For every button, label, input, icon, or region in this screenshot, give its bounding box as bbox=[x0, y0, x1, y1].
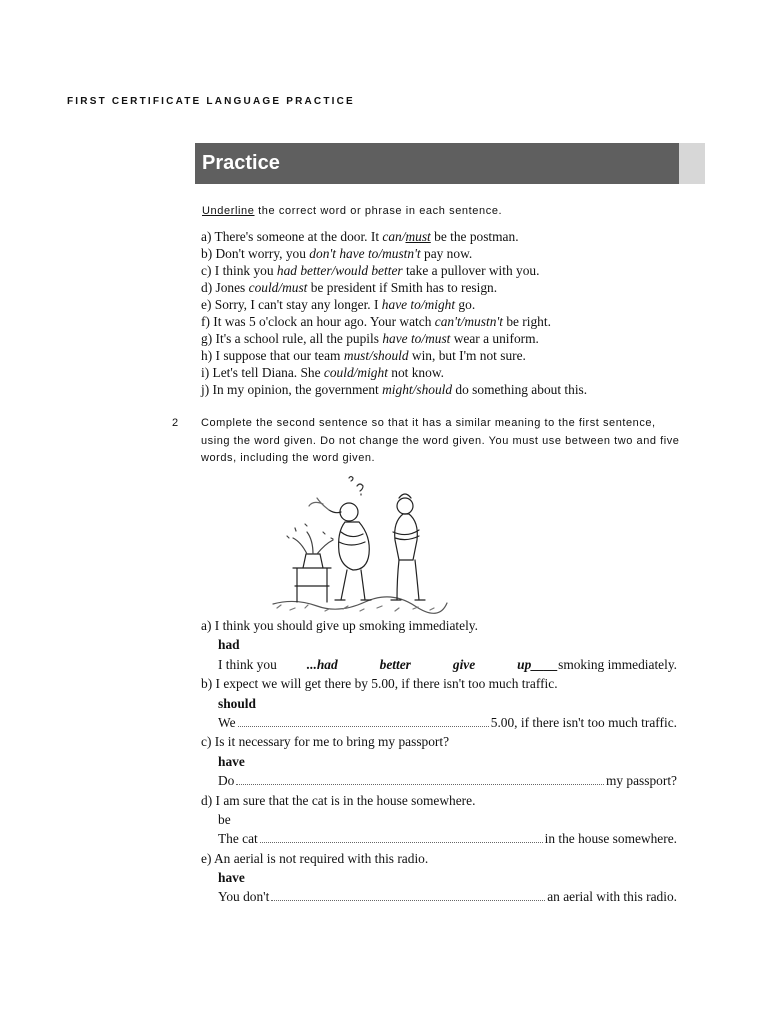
option-2: must bbox=[282, 280, 308, 295]
option-1: could/ bbox=[323, 365, 358, 380]
item-options[interactable] bbox=[382, 331, 450, 346]
item-letter: d) bbox=[201, 792, 213, 808]
item-options[interactable] bbox=[344, 348, 409, 363]
answer-end: in the house somewhere. bbox=[544, 831, 677, 847]
banner-title: Practice bbox=[202, 152, 280, 174]
answer-end: 5.00, if there isn't too much traffic. bbox=[490, 714, 677, 730]
exercise2-instruction: Complete the second sentence so that it has a similar meaning to the first sentence, using the word given. Do not change the word given. You must use between two and five words, including the word given. bbox=[201, 417, 680, 464]
item-text: Sorry, I can't stay any longer. I bbox=[214, 297, 382, 312]
exercise1-item bbox=[201, 313, 671, 330]
answer-start: I think you bbox=[218, 656, 277, 672]
key-word: have bbox=[218, 870, 245, 886]
sentence-text: I expect we will get there by 5.00, if there isn't too much traffic. bbox=[215, 676, 558, 692]
item-text-after: go. bbox=[455, 297, 476, 312]
item-text-after: wear a uniform. bbox=[450, 331, 539, 346]
option-1: must/ bbox=[343, 348, 373, 363]
item-text: It's a school rule, all the pupils bbox=[215, 331, 383, 346]
exercise1-item bbox=[201, 245, 671, 262]
exercise2-item bbox=[201, 791, 677, 849]
sentence-text: I am sure that the cat is in the house somewhere. bbox=[215, 792, 476, 808]
item-text: It was 5 o'clock an hour ago. Your watch bbox=[213, 314, 435, 329]
option-2: might bbox=[424, 297, 456, 312]
exercise2-item bbox=[201, 616, 677, 674]
item-letter: a) bbox=[201, 618, 212, 633]
item-options[interactable] bbox=[249, 280, 308, 295]
item-sentence bbox=[201, 674, 677, 693]
item-letter: e) bbox=[201, 297, 212, 312]
cartoon-illustration bbox=[265, 468, 450, 614]
item-letter: c) bbox=[201, 734, 212, 750]
item-options[interactable] bbox=[435, 314, 503, 329]
example-word: better bbox=[379, 656, 411, 672]
answer-end: my passport? bbox=[605, 773, 677, 789]
option-2: must bbox=[405, 229, 431, 244]
item-text-after: be the postman. bbox=[430, 229, 519, 244]
item-letter: d) bbox=[201, 280, 213, 295]
example-word: give bbox=[452, 656, 476, 672]
item-options[interactable] bbox=[309, 246, 420, 261]
item-text: Jones bbox=[215, 280, 249, 295]
instruction-underlined: Underline bbox=[202, 205, 255, 217]
key-word: have bbox=[218, 753, 245, 769]
item-text-after: be right. bbox=[502, 314, 551, 329]
answer-start: You don't bbox=[218, 889, 270, 905]
item-letter: i) bbox=[201, 365, 210, 380]
sentence-text: I think you should give up smoking immediately. bbox=[214, 618, 478, 633]
exercise2-number: 2 bbox=[172, 417, 179, 429]
instruction-rest: the correct word or phrase in each sentence. bbox=[254, 205, 503, 217]
option-1: could/ bbox=[248, 280, 283, 295]
item-text: In my opinion, the government bbox=[209, 382, 383, 397]
exercise1-item bbox=[201, 381, 671, 398]
exercise1-item bbox=[201, 228, 671, 245]
item-options[interactable] bbox=[324, 365, 388, 380]
item-sentence bbox=[201, 616, 677, 635]
exercise2-list bbox=[201, 616, 677, 907]
answer-end: smoking immediately. bbox=[558, 656, 677, 672]
item-letter: j) bbox=[201, 382, 210, 397]
answer-start: We bbox=[218, 714, 236, 730]
item-text-after: not know. bbox=[387, 365, 444, 380]
option-1: might/ bbox=[382, 382, 417, 397]
answer-blank[interactable] bbox=[236, 772, 604, 785]
item-text-after: do something about this. bbox=[452, 382, 588, 397]
sentence-text: Is it necessary for me to bring my passport? bbox=[214, 734, 450, 750]
item-options[interactable] bbox=[277, 263, 403, 278]
item-text: Don't worry, you bbox=[215, 246, 310, 261]
item-text-after: take a pullover with you. bbox=[402, 263, 540, 278]
key-word: be bbox=[218, 811, 231, 827]
key-word: had bbox=[218, 637, 240, 653]
item-text-after: win, but I'm not sure. bbox=[408, 348, 526, 363]
item-letter: g) bbox=[201, 331, 213, 346]
answer-blank[interactable] bbox=[238, 714, 489, 727]
exercise1-item bbox=[201, 279, 671, 296]
answer-line bbox=[201, 771, 677, 790]
option-2: should bbox=[372, 348, 409, 363]
option-1: have to/ bbox=[382, 331, 426, 346]
item-letter: b) bbox=[201, 676, 213, 692]
example-word: up____ bbox=[517, 656, 559, 672]
item-letter: b) bbox=[201, 246, 213, 261]
example-word: ...had bbox=[306, 656, 338, 672]
answer-blank[interactable] bbox=[260, 830, 543, 843]
option-1: had better/ bbox=[276, 263, 336, 278]
answer-line bbox=[201, 655, 677, 674]
item-text-after: pay now. bbox=[420, 246, 473, 261]
sentence-text: An aerial is not required with this radio. bbox=[214, 850, 429, 866]
exercise2-item bbox=[201, 849, 677, 907]
option-1: have to/ bbox=[381, 297, 425, 312]
option-2: might bbox=[357, 365, 388, 380]
exercise1-item bbox=[201, 330, 671, 347]
item-letter: c) bbox=[201, 263, 212, 278]
item-options[interactable] bbox=[382, 382, 452, 397]
item-letter: f) bbox=[201, 314, 210, 329]
option-2: mustn't bbox=[464, 314, 503, 329]
answer-end: an aerial with this radio. bbox=[547, 889, 677, 905]
item-text: There's someone at the door. It bbox=[214, 229, 383, 244]
option-1: can't/ bbox=[434, 314, 465, 329]
exercise2-item bbox=[201, 732, 677, 790]
item-text: I think you bbox=[214, 263, 277, 278]
answer-blank[interactable] bbox=[271, 888, 545, 901]
exercise1-item bbox=[201, 262, 671, 279]
answer-line bbox=[201, 829, 677, 848]
option-2: mustn't bbox=[382, 246, 421, 261]
exercise1-item bbox=[201, 347, 671, 364]
exercise1-list bbox=[201, 228, 671, 398]
exercise1-item bbox=[201, 296, 671, 313]
option-2: must bbox=[425, 331, 451, 346]
running-head: FIRST CERTIFICATE LANGUAGE PRACTICE bbox=[67, 96, 355, 107]
exercise1-item bbox=[201, 364, 671, 381]
key-word: should bbox=[218, 695, 256, 711]
item-letter: h) bbox=[201, 348, 213, 363]
item-sentence bbox=[201, 849, 677, 868]
example-answer bbox=[277, 655, 558, 674]
option-2: should bbox=[416, 382, 453, 397]
item-options[interactable] bbox=[382, 297, 455, 312]
answer-start: The cat bbox=[218, 831, 258, 847]
item-sentence bbox=[201, 732, 677, 751]
option-2: would better bbox=[335, 263, 403, 278]
option-1: don't have to/ bbox=[309, 246, 383, 261]
item-options[interactable] bbox=[382, 229, 430, 244]
exercise1-instruction bbox=[202, 205, 502, 217]
item-text-after: be president if Smith has to resign. bbox=[307, 280, 498, 295]
answer-line bbox=[201, 713, 677, 732]
answer-start: Do bbox=[218, 773, 235, 789]
option-1: can/ bbox=[382, 229, 406, 244]
item-text: I suppose that our team bbox=[215, 348, 344, 363]
item-text: Let's tell Diana. She bbox=[212, 365, 324, 380]
item-sentence bbox=[201, 791, 677, 810]
item-letter: e) bbox=[201, 850, 212, 866]
answer-line bbox=[201, 887, 677, 906]
exercise2-item bbox=[201, 674, 677, 732]
item-letter: a) bbox=[201, 229, 212, 244]
practice-banner bbox=[195, 143, 705, 184]
